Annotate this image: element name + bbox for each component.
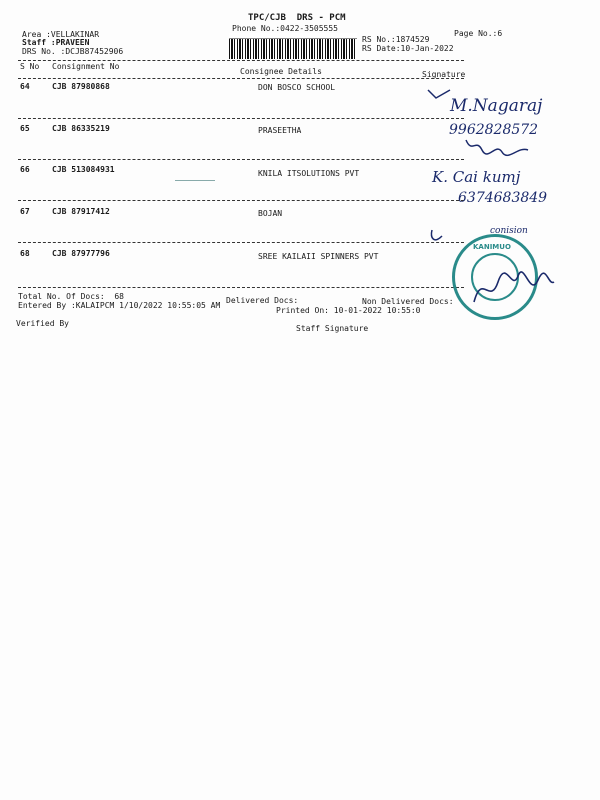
total-docs: Total No. Of Docs: 68 (18, 292, 124, 301)
row-consignment: CJB 87977796 (52, 249, 110, 258)
tick-mark-icon (426, 88, 452, 102)
column-consignment: Consignment No (52, 62, 120, 71)
delivered-docs: Delivered Docs: (226, 296, 299, 305)
column-signature: Signature (422, 70, 466, 79)
row-consignment: CJB 87917412 (52, 207, 110, 216)
row-sno: 67 (20, 207, 30, 216)
area-label: Area :VELLAKINAR (22, 30, 100, 39)
row-consignee: PRASEETHA (258, 126, 302, 135)
tick-mark-icon (428, 226, 450, 248)
document-title: TPC/CJB DRS - PCM (248, 13, 346, 23)
divider (18, 118, 464, 119)
signature-scribble-icon (462, 136, 532, 158)
divider (18, 287, 464, 288)
divider (18, 200, 464, 201)
row-consignee: BOJAN (258, 209, 283, 218)
rs-date: RS Date:10-Jan-2022 (362, 44, 454, 53)
verified-by: Verified By (16, 319, 69, 328)
printed-on: Printed On: 10-01-2022 10:55:0 (276, 306, 421, 315)
row-sno: 65 (20, 124, 30, 133)
phone-number: Phone No.:0422-3505555 (232, 24, 338, 33)
rs-number: RS No.:1874529 (362, 35, 430, 44)
divider (18, 60, 464, 61)
staff-signature: Staff Signature (296, 324, 369, 333)
row-consignment: CJB 86335219 (52, 124, 110, 133)
signature-phone-3: 6374683849 (458, 190, 548, 206)
divider (18, 159, 464, 160)
signature-scribble-icon (468, 262, 558, 312)
signature-conision: conision (490, 226, 528, 236)
signature-phone-1: 9962828572 (449, 122, 539, 138)
row-sno: 66 (20, 165, 30, 174)
row-consignee: DON BOSCO SCHOOL (258, 83, 336, 92)
stamp-text: KANIMUO (473, 243, 511, 251)
non-delivered-docs: Non Delivered Docs: (362, 297, 454, 306)
row-sno: 64 (20, 82, 30, 91)
signature-kaikumar: K. Cai kumj (432, 168, 521, 186)
staff-label: Staff :PRAVEEN (22, 38, 90, 47)
divider (18, 242, 464, 243)
column-sno: S No (20, 62, 40, 71)
row-consignee: SREE KAILAII SPINNERS PVT (258, 252, 379, 261)
drs-number: DRS No. :DCJB87452906 (22, 47, 124, 56)
row-consignee: KNILA ITSOLUTIONS PVT (258, 169, 360, 178)
column-consignee: Consignee Details (240, 67, 322, 76)
page-number: Page No.:6 (454, 29, 503, 38)
row-consignment: CJB 513084931 (52, 165, 115, 174)
signature-nagaraj: M.Nagaraj (450, 96, 543, 116)
row-consignment: CJB 87980868 (52, 82, 110, 91)
row-sno: 68 (20, 249, 30, 258)
divider (18, 78, 464, 79)
entered-by: Entered By :KALAIPCM 1/10/2022 10:55:05 AM (18, 301, 221, 310)
